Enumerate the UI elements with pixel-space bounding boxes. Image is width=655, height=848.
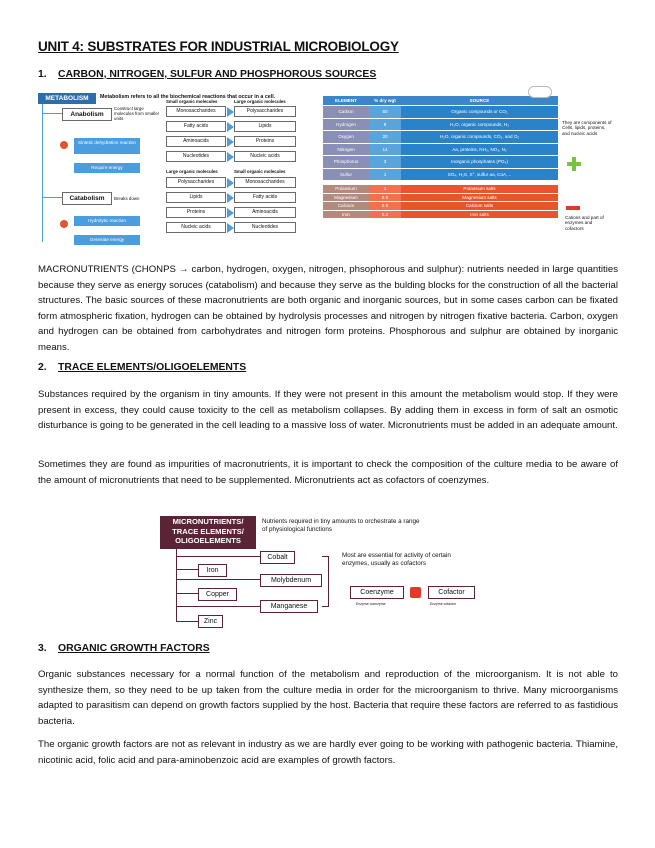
table-header-row	[323, 96, 558, 106]
table-cell: Iron	[323, 210, 369, 219]
anabolism-description: Construct large molecules from smaller units	[114, 106, 160, 121]
molecule-box: Fatty acids	[166, 121, 226, 132]
trace-elements-figure	[160, 516, 490, 628]
element-box: Cobalt	[260, 551, 295, 564]
cofactor-box: Cofactor	[428, 586, 475, 599]
table-cell: H₂O, organic compounds, H₂	[401, 118, 558, 131]
arrow-icon	[227, 178, 234, 188]
table-cell: Inorganic phosphates (PO₄)	[401, 156, 558, 169]
table-cell: SO₄, H₂S, S°, sulfur aa, CoA,...	[401, 168, 558, 181]
table-row	[323, 210, 558, 219]
table-cell: 14	[369, 143, 401, 156]
table-cell: 3	[369, 156, 401, 169]
table-row	[323, 156, 558, 169]
molecule-box: Nucleotides	[234, 222, 296, 233]
small-molecules-header: Small organic molecules	[166, 99, 218, 104]
arrow-icon	[227, 137, 234, 147]
table-cell: 20	[369, 131, 401, 144]
table-cell: Carbon	[323, 106, 369, 119]
coenzyme-box: Coenzyme	[350, 586, 404, 599]
table-cell: 50	[369, 106, 401, 119]
molecule-box: Polysaccharides	[234, 106, 296, 117]
micronutrients-title: MICRONUTRIENTS/ TRACE ELEMENTS/ OLIGOELEMENTS	[160, 516, 256, 549]
generate-energy: Generate energy	[74, 235, 140, 245]
table-cell: 0.2	[369, 210, 401, 219]
molecule-box: Aminoacids	[166, 136, 226, 147]
molecule-box: Monosaccharides	[234, 177, 296, 188]
paragraph-trace-1: Substances required by the organism in tiny amounts. If they were not present in this amount the metabolism would stop. If they were present in excess, they could cause toxicity to the cell as metabolism collapses. By adding them in excess in form of salt an osmotic disturbance is going to be generated in the cell leading to a massive loss of water. Micronutrients must be added in an adequate amount.	[38, 389, 618, 432]
catabolism-description: Breaks down	[114, 196, 140, 201]
paragraph-growth-1: Organic substances necessary for a normal function of the metabolism and reproduction of the microorganism. It is not able to synthesize them, so they need to be up taken from the culture media in order for the microorganism to thrive. Many microorganisms adapted to parasitism can depend on growth factors supplied by the host. Bacteria that require these factors are referred to as fastidious bacteria.	[38, 669, 618, 727]
table-row	[323, 193, 558, 202]
coenzyme-caption: Enzyme coenzyme	[356, 602, 386, 606]
table-cell: Calcium	[323, 202, 369, 211]
element-box: Manganese	[260, 600, 318, 613]
metabolism-label: METABOLISM	[38, 93, 96, 104]
element-box: Zinc	[198, 615, 223, 628]
minus-icon	[566, 206, 580, 210]
table-cell: Aa, proteins, NH₃, NO₃, N₂	[401, 143, 558, 156]
small-molecules-header: Small organic molecules	[234, 169, 286, 174]
plus-icon	[567, 157, 581, 171]
table-cell: Iron salts	[401, 210, 558, 219]
table-header: ELEMENT	[323, 96, 369, 106]
molecule-box: Nucleic acids	[234, 151, 296, 162]
arrow-icon	[227, 193, 234, 203]
element-box: Molybdenum	[260, 574, 322, 587]
table-row	[323, 143, 558, 156]
table-cell: 0.5	[369, 202, 401, 211]
table-row	[323, 106, 558, 119]
table-cell: Potassium	[323, 185, 369, 193]
paragraph-trace-2: Sometimes they are found as impurities of macronutrients, it is important to check the composition of the culture media to be aware of the amount of micronutrients that need to be supplemented. Micronutrients act as cofactors of coenzymes.	[38, 459, 618, 486]
element-table	[323, 96, 558, 219]
table-cell: H₂O, organic compounds, CO₂, and O₂	[401, 131, 558, 144]
micro-note: Cations and part of enzymes and cofactors	[565, 215, 604, 231]
arrow-icon	[227, 107, 234, 117]
table-cell: Hydrogen	[323, 118, 369, 131]
macro-note: They are components of Cells, lipids, proteins, and nucleic acids	[562, 120, 612, 136]
arrow-icon	[227, 208, 234, 218]
arrow-icon	[227, 223, 234, 233]
table-cell: 1	[369, 168, 401, 181]
arrow-icon	[227, 122, 234, 132]
molecule-box: Lipids	[234, 121, 296, 132]
table-row	[323, 131, 558, 144]
paragraph-macronutrients: MACRONUTRIENTS (CHONPS → carbon, hydrogen, oxygen, nitrogen, phsophorous and sulphur): nutrients needed in large quantities because they serve as energy soruces (catabolism) and because they serve as the bulding blocks for the construction of all the bacterial structures. The basic sources of these macronutrients are both organic and inorganic sources, but in some cases carbon can be fixated form atmospheric fixation, hydrogen can be obtained by hydrolysis processes and nitrogen by nitrogen fixative bacteria. Carbon, oxygen and hydrogen can be obtained from carbohydrates and nitrogen form proteins. Phosphorous and sulphur are obtained by inorganic means.	[38, 264, 618, 353]
anabolism-box: Anabolism	[62, 108, 112, 121]
paragraph-growth-2: The organic growth factors are not as relevant in industry as we are hardly ever going to be working with pathogenic bacteria. Thiamine, nicotinic acid, folic acid and para-aminobenzoic acid are examples of growth factors.	[38, 739, 618, 766]
metabolism-description: Metabolism refers to all the biochemical reactions that occur in a cell.	[100, 94, 276, 100]
section-2-heading: 2. TRACE ELEMENTS/OLIGOELEMENTS	[38, 362, 247, 373]
section-3-heading: 3. ORGANIC GROWTH FACTORS	[38, 643, 210, 654]
table-cell: Sulfur	[323, 168, 369, 181]
arrow-icon	[227, 152, 234, 162]
table-cell: Potassium salts	[401, 185, 558, 193]
energy-icon	[60, 141, 68, 149]
table-cell: Magnesium salts	[401, 193, 558, 202]
molecule-box: Nucleotides	[166, 151, 226, 162]
large-molecules-header: Large organic molecules	[166, 169, 218, 174]
element-box: Copper	[198, 588, 237, 601]
table-row	[323, 168, 558, 181]
table-row	[323, 118, 558, 131]
table-cell: Nitrogen	[323, 143, 369, 156]
section-1-heading: 1. CARBON, NITROGEN, SULFUR AND PHOSPHOROUS SOURCES	[38, 69, 377, 80]
table-cell: Phosphorus	[323, 156, 369, 169]
molecule-box: Lipids	[166, 192, 226, 203]
cofactor-caption: Enzyme cofactor	[430, 602, 457, 606]
require-energy: Require energy	[74, 163, 140, 173]
molecule-box: Monosaccharides	[166, 106, 226, 117]
molecule-box: Proteins	[234, 136, 296, 147]
table-cell: Organic compounds or CO₂	[401, 106, 558, 119]
hydrolytic-reaction: Hydrolytic reaction	[74, 216, 140, 226]
molecule-box: Fatty acids	[234, 192, 296, 203]
molecule-box: Proteins	[166, 207, 226, 218]
energy-icon	[60, 220, 68, 228]
table-row	[323, 185, 558, 193]
element-box: Iron	[198, 564, 227, 577]
cloud-icon	[528, 86, 552, 98]
cofactor-note: Most are essential for activity of certain enzymes, usually as cofactors	[342, 552, 451, 567]
table-cell: Magnesium	[323, 193, 369, 202]
micronutrients-description: Nutrients required in tiny amounts to orchestrate a range of physiological functions	[262, 518, 420, 533]
catabolism-box: Catabolism	[62, 192, 112, 205]
large-molecules-header: Large organic molecules	[234, 99, 286, 104]
page-title: UNIT 4: SUBSTRATES FOR INDUSTRIAL MICROBIOLOGY	[38, 39, 399, 54]
molecule-box: Aminoacids	[234, 207, 296, 218]
dehydration-reaction: Sintetic dehydration reaction	[74, 138, 140, 154]
table-row	[323, 202, 558, 211]
table-cell: 8	[369, 118, 401, 131]
table-header: SOURCE	[401, 96, 558, 106]
table-cell: Calcium salts	[401, 202, 558, 211]
metabolism-figure	[38, 93, 300, 253]
table-cell: 1	[369, 185, 401, 193]
puzzle-icon	[410, 587, 421, 598]
table-cell: 0.5	[369, 193, 401, 202]
table-header: % dry wgt	[369, 96, 401, 106]
molecule-box: Nucleic acids	[166, 222, 226, 233]
table-cell: Oxygen	[323, 131, 369, 144]
molecule-box: Polysaccharides	[166, 177, 226, 188]
